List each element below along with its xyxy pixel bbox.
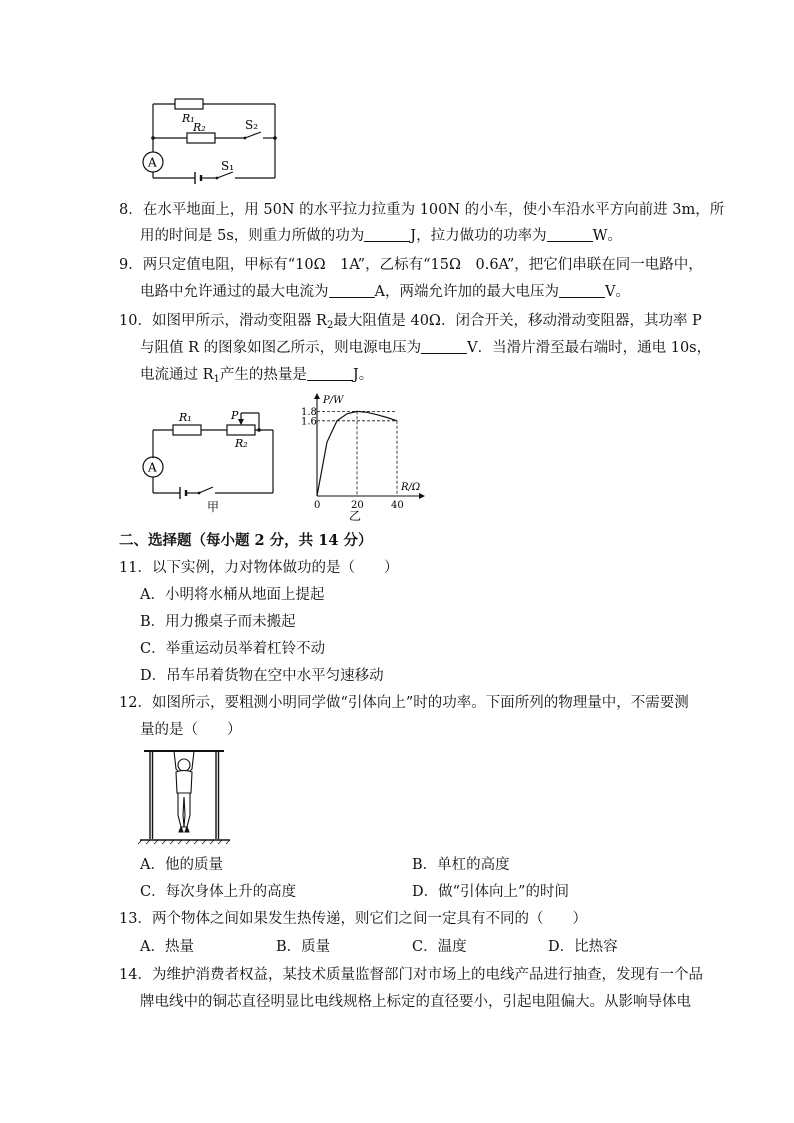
q11-stem: 11．以下实例，力对物体做功的是（ ） [119, 560, 399, 576]
q11-option-b[interactable]: B．用力搬桌子而未搬起 [140, 614, 296, 630]
label-r1: R₁ [182, 112, 195, 125]
x-tick-label: 0 [314, 500, 321, 511]
answer-blank[interactable] [421, 339, 467, 354]
q13-stem: 13．两个物体之间如果发生热传递，则它们之间一定具有不同的（ ） [119, 911, 587, 927]
answer-blank[interactable] [329, 283, 375, 298]
answer-blank[interactable] [547, 227, 593, 242]
switch-s2 [245, 132, 261, 138]
label-s1: S₁ [221, 159, 235, 173]
resistor-r1 [175, 99, 203, 109]
switch [199, 487, 213, 493]
power-resistance-chart [295, 393, 430, 523]
y-axis-label: P/W [323, 395, 344, 406]
q10-line-1: 10．如图甲所示，滑动变阻器 $R_2$最大阻值是 40Ω．闭合开关，移动滑动变阻器，其功率 P [119, 313, 702, 331]
label-ammeter: A [148, 155, 157, 170]
q11-option-d[interactable]: D．吊车吊着货物在空中水平匀速移动 [140, 668, 384, 684]
label-r2: R₂ [193, 121, 206, 134]
y-tick-label: 1.8 [301, 406, 317, 418]
answer-blank[interactable] [364, 227, 410, 242]
q9-line-1: 9．两只定值电阻，甲标有“10Ω 1A”，乙标有“15Ω 0.6A”，把它们串联在同一电路中， [119, 257, 703, 273]
q12-stem-2: 量的是（ ） [140, 722, 242, 738]
q12-option-b[interactable]: B．单杠的高度 [412, 857, 510, 873]
figure-caption-yi: 乙 [349, 509, 362, 523]
section-heading: 二、选择题（每小题 2 分，共 14 分） [119, 532, 373, 549]
q13-option-b[interactable]: B．质量 [276, 939, 331, 955]
q13-option-a[interactable]: A．热量 [140, 939, 194, 955]
x-tick-label: 20 [351, 500, 364, 511]
q8-line-2: 用的时间是 5s，则重力所做的功为 J，拉力做功的功率为 W。 [140, 228, 622, 244]
answer-blank[interactable] [307, 366, 353, 381]
x-tick-label: 40 [391, 500, 404, 511]
q12-option-a[interactable]: A．他的质量 [140, 857, 223, 873]
q9-line-2: 电路中允许通过的最大电流为 A，两端允许加的最大电压为 V。 [140, 284, 630, 300]
label-r2: R₂ [235, 437, 248, 450]
x-axis-label: R/Ω [401, 482, 421, 493]
y-tick-label: 1.6 [301, 416, 317, 428]
q8-line-1: 8．在水平地面上，用 50N 的水平拉力拉重为 100N 的小车，使小车沿水平方向前进 3m，所 [119, 202, 725, 218]
rheostat-r2 [227, 425, 255, 435]
label-p: P [231, 409, 239, 422]
y-axis-arrow [314, 393, 320, 399]
label-ammeter: A [148, 460, 157, 475]
q13-option-d[interactable]: D．比热容 [548, 939, 618, 955]
resistor-r2 [187, 133, 215, 143]
pull-up-figure [138, 745, 233, 845]
person-icon [174, 751, 194, 832]
label-r1: R₁ [179, 411, 192, 424]
q10-line-3: 电流通过 $R_1$产生的热量是 J。 [140, 367, 374, 385]
x-axis-arrow [419, 493, 425, 499]
q12-stem-1: 12．如图所示，要粗测小明同学做“引体向上”时的功率。下面所列的物理量中，不需要测 [119, 695, 689, 711]
figure-caption-jia: 甲 [207, 500, 220, 514]
q12-option-d[interactable]: D．做“引体向上”的时间 [412, 884, 569, 900]
q11-option-a[interactable]: A．小明将水桶从地面上提起 [140, 587, 325, 603]
circuit-diagram-2 [135, 405, 285, 515]
q10-line-2: 与阻值 R 的图象如图乙所示，则电源电压为 V．当滑片滑至最右端时，通电 10s， [140, 340, 712, 356]
resistor-r1 [173, 425, 201, 435]
q14-line-2: 牌电线中的铜芯直径明显比电线规格上标定的直径要小，引起电阻偏大。从影响导体电 [140, 994, 691, 1010]
answer-blank[interactable] [559, 283, 605, 298]
circuit-diagram-1 [135, 92, 285, 192]
q12-option-c[interactable]: C．每次身体上升的高度 [140, 884, 297, 900]
label-s2: S₂ [245, 118, 259, 132]
q11-option-c[interactable]: C．举重运动员举着杠铃不动 [140, 641, 326, 657]
q13-option-c[interactable]: C．温度 [412, 939, 467, 955]
q14-line-1: 14．为维护消费者权益，某技术质量监督部门对市场上的电线产品进行抽查，发现有一个品 [119, 967, 703, 983]
